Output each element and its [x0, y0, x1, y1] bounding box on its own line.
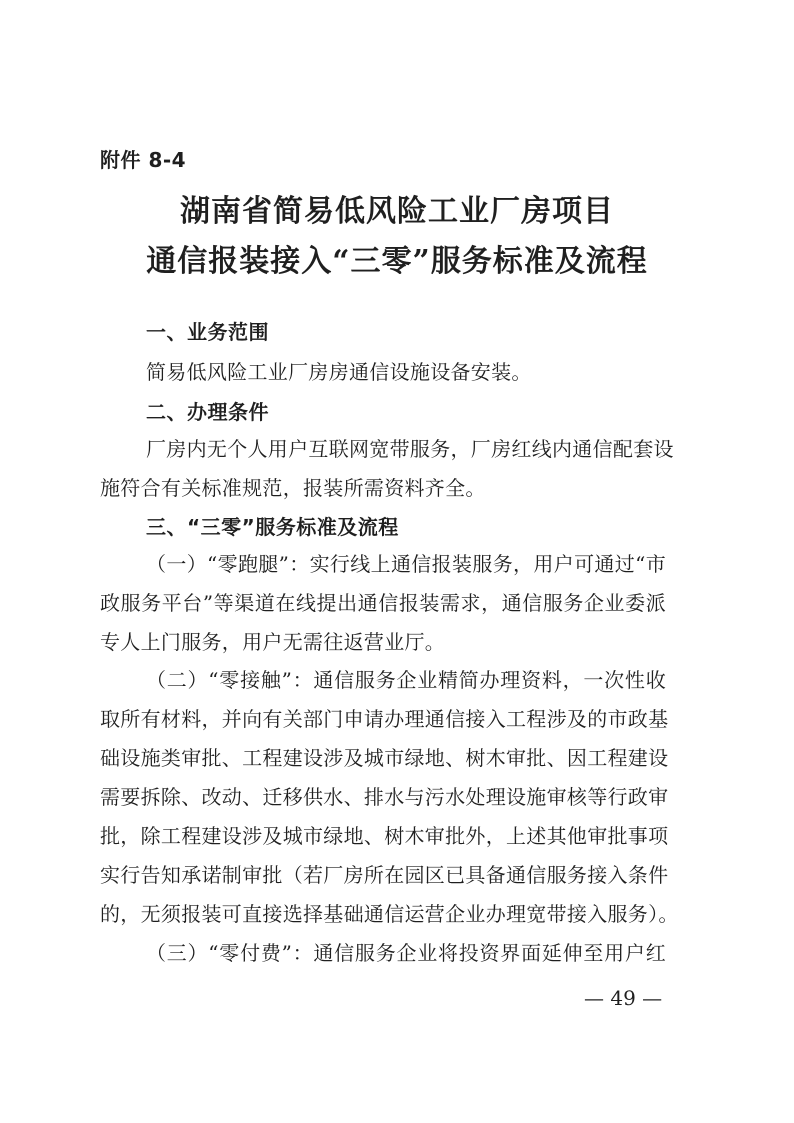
section-1-line-1: 简易低风险工业厂房房通信设施设备安装。 [146, 360, 532, 384]
section-3-para-2-line-2: 取所有材料，并向有关部门申请办理通信接入工程涉及的市政基 [100, 707, 669, 731]
section-3-para-2-line-4: 需要拆除、改动、迁移供水、排水与污水处理设施审核等行政审 [100, 785, 669, 809]
section-2-heading: 二、办理条件 [146, 400, 269, 424]
document-title-line-1: 湖南省简易低风险工业厂房项目 [180, 194, 614, 229]
section-3-heading: 三、“三零”服务标准及流程 [146, 515, 399, 539]
section-1-heading: 一、业务范围 [146, 320, 269, 344]
section-3-para-1-line-1: （一）“零跑腿”：实行线上通信报装服务，用户可通过“市 [146, 552, 666, 576]
section-3-para-2-line-1: （二）“零接触”：通信服务企业精简办理资料，一次性收 [146, 668, 666, 692]
section-3-para-2-line-7: 的，无须报装可直接选择基础通信运营企业办理宽带接入服务）。 [100, 902, 679, 926]
section-3-para-3-line-1: （三）“零付费”：通信服务企业将投资界面延伸至用户红 [146, 941, 666, 965]
attachment-label: 附件 8-4 [100, 148, 187, 172]
section-3-para-2-line-5: 批，除工程建设涉及城市绿地、树木审批外，上述其他审批事项 [100, 824, 669, 848]
section-3-para-1-line-3: 专人上门服务，用户无需往返营业厅。 [100, 630, 446, 654]
section-2-line-1: 厂房内无个人用户互联网宽带服务，厂房红线内通信配套设 [146, 437, 674, 461]
section-3-para-2-line-6: 实行告知承诺制审批（若厂房所在园区已具备通信服务接入条件 [100, 863, 669, 887]
page-number: — 49 — [584, 986, 663, 1010]
section-3-para-2-line-3: 础设施类审批、工程建设涉及城市绿地、树木审批、因工程建设 [100, 746, 669, 770]
document-title-line-2: 通信报装接入“三零”服务标准及流程 [146, 244, 648, 279]
section-2-line-2: 施符合有关标准规范，报装所需资料齐全。 [100, 476, 486, 500]
section-3-para-1-line-2: 政服务平台”等渠道在线提出通信报装需求，通信服务企业委派 [100, 591, 666, 615]
